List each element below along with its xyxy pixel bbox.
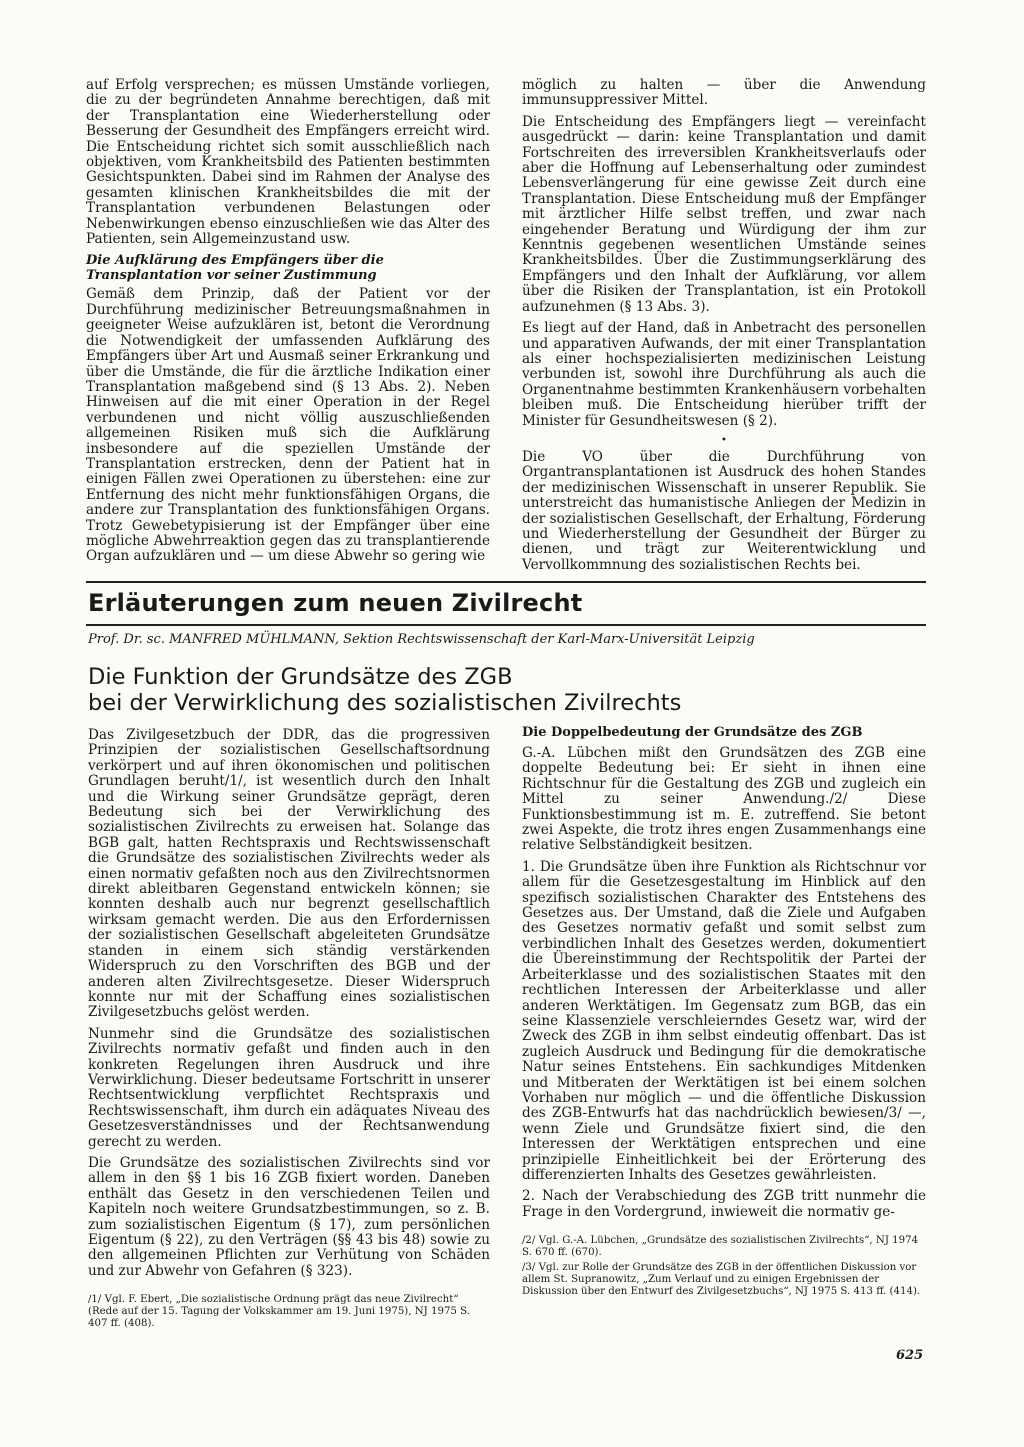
page-number: 625: [896, 1348, 924, 1363]
paragraph: Die VO über die Durchführung von Organtransplantationen ist Ausdruck des hohen Standes der medizinischen Wissenschaft in unserer Republik. Sie unterstreicht das humanistische Anliegen der Medizin in der sozialistischen Gesellschaft, der Erhaltung, Förderung und Wiederherstellung der Gesundheit der Bürger zu dienen, und trägt zur Weiterentwicklung und Vervollkommnung des sozialistischen Rechts bei.: [522, 448, 926, 573]
paragraph: Das Zivilgesetzbuch der DDR, das die progressiven Prinzipien der sozialistischen Gesellschaftsordnung verkörpert und auf ihren ökonomischen und politischen Grundlagen beruht/1/, ist wesentlich durch den Inhalt und die Wirkung seiner Grundsätze geprägt, deren Bedeutung sich bei der Verwirklichung des sozialistischen Zivilrechts zu erweisen hat. Solange das BGB galt, hatten Rechtspraxis und Rechtswissenschaft die Grundsätze des sozialistischen Zivilrechts weder als einen normativ gefaßten noch aus den Zivilrechtsnormen direkt ableitbaren Gegenstand entwickeln können; sie konnten deshalb auch nur begrenzt gesellschaftlich wirksam gemacht werden. Die aus den Erfordernissen der sozialistischen Gesellschaft abgeleiteten Grundsätze standen in einem sich ständig verstärkenden Widerspruch zu den Vorschriften des BGB und der anderen alten Zivilrechtsgesetze. Dieser Widerspruch konnte nur mit der Schaffung eines sozialistischen Zivilgesetzbuchs gelöst werden.: [88, 727, 490, 1021]
article-title: [88, 664, 926, 716]
top-right-column: [522, 78, 926, 579]
footnote: /3/ Vgl. zur Rolle der Grundsätze des ZGB in der öffentlichen Diskussion vor allem St. Supranowitz, „Zum Verlauf und zu einigen Ergebnissen der Diskussion über den Entwurf des Zivilgesetzbuchs“, NJ 1975 S. 413 ff. (414).: [522, 1262, 921, 1298]
article-title-line: Die Funktion der Grundsätze des ZGB: [88, 664, 513, 690]
author-byline: Prof. Dr. sc. MANFRED MÜHLMANN, Sektion Rechtswissenschaft der Karl-Marx-Universität Leipzig: [88, 632, 755, 647]
divider-top: [86, 581, 926, 583]
subheading: Die Aufklärung des Empfängers über die Transplantation vor seiner Zustimmung: [86, 253, 384, 284]
bullet-separator: •: [721, 434, 727, 446]
bottom-left-column: [88, 728, 490, 1332]
paragraph: G.-A. Lübchen mißt den Grundsätzen des ZGB eine doppelte Bedeutung bei: Er sieht in ihnen eine Richtschnur für die Gestaltung des ZGB und zugleich ein Mittel zu seiner Anwendung./2/ Diese Funktionsbestimmung ist m. E. zutreffend. Sie betont zwei Aspekte, die trotz ihres engen Zusammenhangs eine relative Selbständigkeit besitzen.: [522, 745, 926, 854]
paragraph: 2. Nach der Verabschiedung des ZGB tritt nunmehr die Frage in den Vordergrund, inwieweit die normativ ge-: [522, 1188, 926, 1220]
paragraph: Es liegt auf der Hand, daß in Anbetracht des personellen und apparativen Aufwands, der mit einer Transplantation als einer hochspezialisierten medizinischen Leistung verbunden ist, sowohl ihre Durchführung als auch die Organentnahme bestimmten Krankenhäusern vorbehalten bleiben muß. Die Entscheidung hierüber trifft der Minister für Gesundheitswesen (§ 2).: [522, 320, 926, 429]
paragraph: Gemäß dem Prinzip, daß der Patient vor der Durchführung medizinischer Betreuungsmaßnahmen in geeigneter Weise aufzuklären ist, betont die Verordnung die Notwendigkeit der umfassenden Aufklärung des Empfängers über Art und Ausmaß seiner Erkrankung und über die Umstände, die für die ärztliche Indikation einer Transplantation maßgebend sind (§ 13 Abs. 2). Neben Hinweisen auf die mit einer Operation in der Regel verbundenen und nicht völlig auszuschließenden allgemeinen Risiken muß sich die Aufklärung insbesondere auf die speziellen Umstände der Transplantation erstrecken, denn der Patient hat in einigen Fällen zwei Operationen zu überstehen: eine zur Entfernung des nicht mehr funktionsfähigen Organs, die andere zur Transplantation des funktionsfähigen Organs. Trotz Gewebetypisierung ist der Empfänger über eine mögliche Abwehrreaktion gegen das zu transplantierende Organ aufzuklären und — um diese Abwehr so gering wie: [86, 286, 490, 565]
paragraph: Nunmehr sind die Grundsätze des sozialistischen Zivilrechts normativ gefaßt und finden auch in den konkreten Regelungen ihren Ausdruck und ihre Verwirklichung. Dieser bedeutsame Fortschritt in unserer Rechtsentwicklung verpflichtet Rechtspraxis und Rechtswissenschaft, ihm durch ein adäquates Niveau des Gesetzesverständnisses und der Rechtsanwendung gerecht zu werden.: [88, 1025, 490, 1150]
footnote: /1/ Vgl. F. Ebert, „Die sozialistische Ordnung prägt das neue Zivilrecht“ (Rede auf der 15. Tagung der Volkskammer am 19. Juni 1975), NJ 1975 S. 407 ff. (408).: [88, 1294, 471, 1330]
subheading: Die Doppelbedeutung der Grundsätze des ZGB: [522, 725, 863, 740]
article-title-line: bei der Verwirklichung des sozialistischen Zivilrechts: [88, 690, 682, 716]
paragraph: auf Erfolg versprechen; es müssen Umstände vorliegen, die zu der begründeten Annahme berechtigen, daß mit der Transplantation eine Wiederherstellung oder Besserung der Gesundheit des Empfängers erreicht wird. Die Entscheidung richtet sich somit ausschließlich nach objektiven, vom Krankheitsbild des Patienten bestimmten Gesichtspunkten. Dabei sind im Rahmen der Analyse des gesamten klinischen Krankheitsbildes die mit der Transplantation verbundenen Belastungen oder Nebenwirkungen ebenso einzuschließen wie das Alter des Patienten, sein Allgemeinzustand usw.: [86, 77, 490, 248]
paragraph: Die Entscheidung des Empfängers liegt — vereinfacht ausgedrückt — darin: keine Transplantation und damit Fortschreiten des irreversiblen Krankheitsverlaufs oder aber die Hoffnung auf Lebenserhaltung oder zumindest Lebensverlängerung für eine gewisse Zeit durch eine Transplantation. Diese Entscheidung muß der Empfänger mit ärztlicher Hilfe selbst treffen, und zwar nach eingehender Beratung und Würdigung der ihm zur Kenntnis gegebenen wesentlichen Umstände seines Krankheitsbildes. Über die Zustimmungserklärung des Empfängers und den Inhalt der Aufklärung, vor allem über die Risiken der Transplantation, ist ein Protokoll aufzunehmen (§ 13 Abs. 3).: [522, 113, 926, 315]
footnote-separator: [522, 1226, 926, 1232]
paragraph: 1. Die Grundsätze üben ihre Funktion als Richtschnur vor allem für die Gesetzesgestaltung im Hinblick auf den spezifisch sozialistischen Charakter des Entstehens des Gesetzes aus. Der Umstand, daß die Ziele und Aufgaben des Gesetzes normativ gefaßt und somit selbst zum verbindlichen Inhalt des Gesetzes werden, dokumentiert die Übereinstimmung der Rechtspolitik der Partei der Arbeiterklasse und des sozialistischen Staates mit den rechtlichen Interessen der Arbeiterklasse und aller anderen Werktätigen. Im Gegensatz zum BGB, das ein seine Klassenziele verschleierndes Gesetz war, wird der Zweck des ZGB in ihm selbst eindeutig offenbart. Das ist zugleich Ausdruck und Bedingung für die demokratische Natur seines Entstehens. Ein sachkundiges Mitdenken und Mitberaten der Werktätigen ist bei einem solchen Vorhaben nur möglich — und die öffentliche Diskussion des ZGB-Entwurfs hat das nachdrücklich bewiesen/3/ —, wenn Ziele und Grundsätze fixiert sind, die den Interessen der Werktätigen entsprechen und eine prinzipielle Einheitlichkeit bei der Erörterung des differenzierten Inhalts des Gesetzes gewährleisten.: [522, 858, 926, 1183]
footnote: /2/ Vgl. G.-A. Lübchen, „Grundsätze des sozialistischen Zivilrechts“, NJ 1974 S. 670 ff. (670).: [522, 1235, 919, 1259]
top-left-column: [86, 78, 490, 571]
bottom-right-column: [522, 725, 926, 1300]
paragraph: möglich zu halten — über die Anwendung immunsuppressiver Mittel.: [522, 77, 926, 109]
paragraph: Die Grundsätze des sozialistischen Zivilrechts sind vor allem in den §§ 1 bis 16 ZGB fixiert worden. Daneben enthält das Gesetz in den verschiedenen Teilen und Kapiteln noch weitere Grundsatzbestimmungen, so z. B. zum sozialistischen Eigentum (§ 17), zum persönlichen Eigentum (§ 22), zu den Verträgen (§§ 43 bis 48) sowie zu den allgemeinen Pflichten zur Verhütung von Schäden und zur Abwehr von Gefahren (§ 323).: [88, 1154, 490, 1279]
divider-bottom: [86, 624, 926, 626]
footnote-separator: [88, 1285, 490, 1291]
section-title: Erläuterungen zum neuen Zivilrecht: [88, 589, 583, 617]
